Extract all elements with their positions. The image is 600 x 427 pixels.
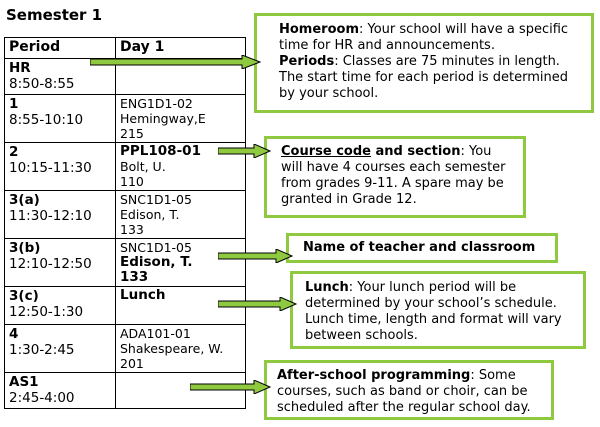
- course-code: SNC1D1-05: [120, 192, 192, 207]
- period-cell: [5, 325, 116, 373]
- period-cell: [5, 95, 116, 143]
- teacher-name: Shakespeare, W.: [120, 341, 224, 356]
- homeroom-desc: : Your school will have a specific time for HR and announcements.: [279, 22, 569, 53]
- room-number: 133: [120, 222, 144, 237]
- period-time: 10:15-11:30: [9, 160, 92, 176]
- homeroom-periods-callout: [254, 13, 594, 113]
- header-period: Period: [5, 38, 116, 59]
- schedule-table: [4, 37, 246, 409]
- afterschool-desc: : Some courses, such as band or choir, can be scheduled after the regular school day.: [277, 368, 531, 415]
- period-time: 12:50-1:30: [9, 304, 84, 320]
- course-code: ADA101-01: [120, 326, 191, 341]
- period-cell: [5, 373, 116, 409]
- semester-title: Semester 1: [6, 6, 103, 24]
- room-number: 133: [120, 269, 149, 285]
- room-number: 110: [120, 174, 144, 189]
- lunch-label: Lunch: [120, 287, 166, 303]
- homeroom-term: Homeroom: [279, 22, 359, 37]
- table-row: [5, 143, 246, 191]
- table-row: [5, 239, 246, 287]
- lunch-desc: : Your lunch period will be determined by your school’s schedule. Lunch time, length and format will vary between schools.: [305, 280, 562, 343]
- periods-term: Periods: [279, 54, 335, 69]
- arrow-course-code: [218, 144, 272, 158]
- section-term: and section: [370, 144, 461, 159]
- afterschool-callout: [264, 360, 554, 420]
- teacher-name: Edison, T.: [120, 207, 180, 222]
- arrow-afterschool: [190, 380, 272, 394]
- period-name: 2: [9, 144, 19, 160]
- arrow-lunch: [218, 297, 298, 311]
- afterschool-term: After-school programming: [277, 368, 471, 383]
- arrow-homeroom: [90, 55, 262, 69]
- teacher-name: Hemingway,E: [120, 111, 206, 126]
- period-cell: [5, 191, 116, 239]
- course-code-callout: [264, 136, 526, 218]
- room-number: 201: [120, 356, 144, 371]
- period-time: 8:55-10:10: [9, 112, 84, 128]
- table-row: [5, 287, 246, 325]
- day-cell: [116, 191, 246, 239]
- day-cell: [116, 325, 246, 373]
- room-number: 215: [120, 126, 144, 141]
- period-name: 4: [9, 326, 19, 342]
- teacher-name: Edison, T.: [120, 254, 193, 270]
- table-row: [5, 95, 246, 143]
- homeroom-text: [279, 22, 581, 54]
- period-time: 2:45-4:00: [9, 390, 75, 406]
- course-code-term: Course code: [281, 144, 371, 159]
- header-day-1: Day 1: [116, 38, 246, 59]
- lunch-callout: [290, 271, 586, 349]
- periods-text: [279, 54, 581, 102]
- period-name: HR: [9, 60, 31, 76]
- course-code: PPL108-01: [120, 143, 201, 159]
- lunch-term: Lunch: [305, 280, 349, 295]
- table-row: [5, 325, 246, 373]
- course-code: SNC1D1-05: [120, 240, 192, 255]
- period-time: 12:10-12:50: [9, 256, 92, 272]
- period-name: 3(c): [9, 288, 39, 304]
- period-name: 3(a): [9, 192, 40, 208]
- table-row: [5, 191, 246, 239]
- period-name: 3(b): [9, 240, 41, 256]
- course-code-desc: : You will have 4 courses each semester from grades 9-11. A spare may be granted in Grade 12.: [281, 144, 506, 207]
- teacher-name: Bolt, U.: [120, 159, 166, 174]
- day-cell: [116, 95, 246, 143]
- period-name: AS1: [9, 374, 39, 390]
- period-time: 1:30-2:45: [9, 342, 75, 358]
- teacher-callout: [286, 233, 558, 263]
- period-cell: [5, 287, 116, 325]
- periods-desc: : Classes are 75 minutes in length. The start time for each period is determined by your school.: [279, 54, 569, 101]
- teacher-term: Name of teacher and classroom: [303, 240, 536, 255]
- arrow-teacher: [218, 249, 294, 263]
- period-cell: [5, 239, 116, 287]
- period-name: 1: [9, 96, 19, 112]
- period-time: 11:30-12:10: [9, 208, 92, 224]
- period-cell: [5, 143, 116, 191]
- period-time: 8:50-8:55: [9, 76, 75, 92]
- course-code: ENG1D1-02: [120, 96, 193, 111]
